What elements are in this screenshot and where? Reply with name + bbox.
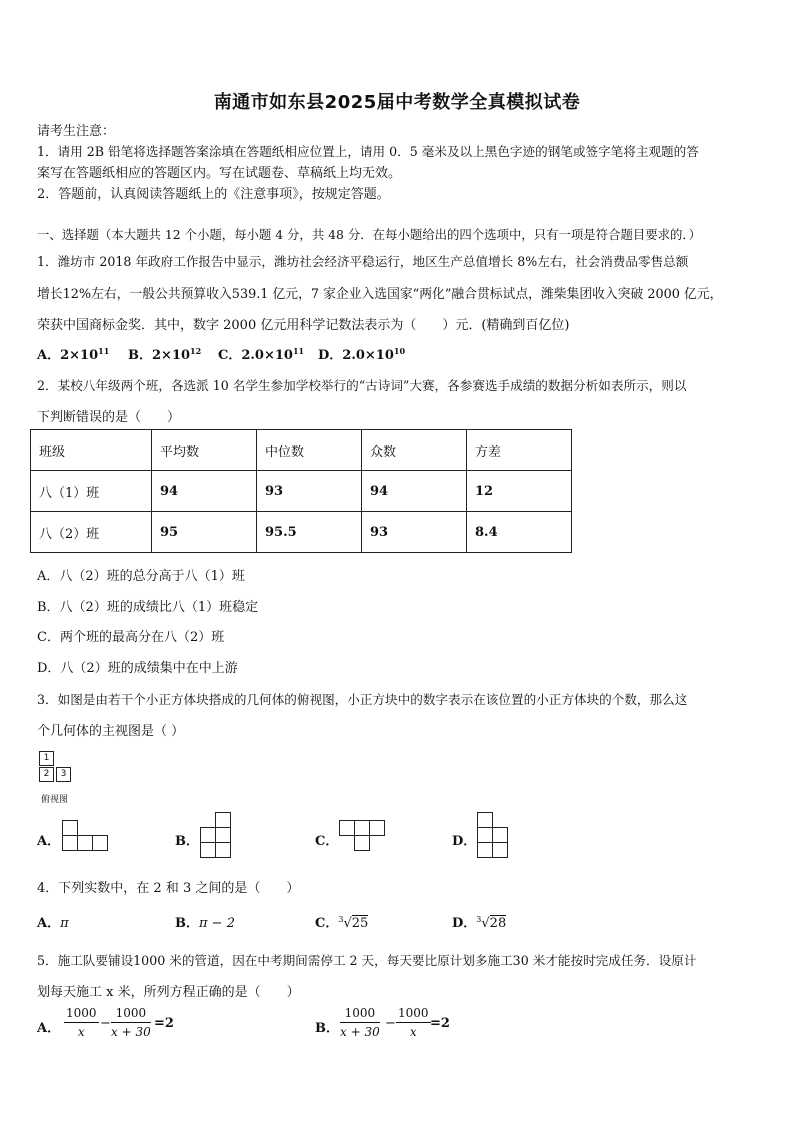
- option-expression: π − 2: [199, 916, 235, 931]
- shape-cell: [62, 835, 78, 851]
- q3-option-d-label: D．: [452, 834, 477, 849]
- fraction: [340, 1006, 380, 1039]
- q5-option-a-label: A．: [37, 1021, 61, 1036]
- fraction: [64, 1006, 99, 1039]
- shape-cell: [92, 835, 108, 851]
- option-label: B．: [128, 348, 152, 363]
- equation-rhs: =2: [430, 1016, 450, 1031]
- q5-line-2: 划每天施工 x 米，所列方程正确的是（ ）: [37, 985, 300, 1000]
- option-exponent: 11: [98, 346, 110, 356]
- numerator: 1000: [64, 1006, 99, 1023]
- table-cell: 95: [152, 512, 257, 553]
- numerator: 1000: [111, 1006, 151, 1023]
- q1-line-3: 荣获中国商标金奖．其中，数字 2000 亿元用科学记数法表示为（ ）元．(精确到百亿位): [37, 318, 570, 333]
- shape-cell: [77, 835, 93, 851]
- numerator: 1000: [340, 1006, 380, 1023]
- top-view-cell: 3: [56, 767, 71, 782]
- top-view-caption: 俯视图: [41, 795, 69, 805]
- option-label: A．: [37, 916, 61, 931]
- q2-option-c: C．两个班的最高分在八（2）班: [37, 630, 225, 645]
- shape-cell: [215, 827, 231, 843]
- q3-option-b-label: B．: [175, 834, 199, 849]
- option-base: 2×10: [60, 348, 99, 363]
- q3-option-a-label: A．: [37, 834, 61, 849]
- table-row: [31, 512, 572, 553]
- q2-line-1: 2．某校八年级两个班，各选派 10 名学生参加学校举行的“古诗词”大赛，各参赛选手成绩的数据分析如表所示，则以: [37, 378, 687, 393]
- q2-option-b: B．八（2）班的成绩比八（1）班稳定: [37, 600, 259, 615]
- table-cell: 93: [362, 512, 467, 553]
- section-heading: 一、选择题（本大题共 12 个小题，每小题 4 分，共 48 分．在每小题给出的四个选项中，只有一项是符合题目要求的．）: [37, 227, 701, 242]
- option-exponent: 12: [190, 346, 202, 356]
- table-header-cell: 中位数: [257, 430, 362, 471]
- denominator: x: [77, 1025, 85, 1039]
- option-label: D．: [318, 348, 343, 363]
- q5-line-1: 5．施工队要铺设1000 米的管道，因在中考期间需停工 2 天，每天要比原计划多施工30 米才能按时完成任务．设原计: [37, 953, 697, 968]
- fraction: [111, 1006, 151, 1039]
- notice-item-2: 2．答题前，认真阅读答题纸上的《注意事项》，按规定答题。: [37, 187, 390, 202]
- table-cell: 95.5: [257, 512, 362, 553]
- q1-option-d: [318, 344, 405, 363]
- q1-option-c: [218, 344, 304, 363]
- q1-option-b: [128, 344, 201, 363]
- q2-stats-table: [30, 429, 572, 553]
- table-cell: 八（2）班: [31, 512, 152, 553]
- q2-option-a: A．八（2）班的总分高于八（1）班: [37, 569, 245, 584]
- radical-sign-icon: √: [343, 916, 352, 931]
- radicand: 25: [351, 916, 369, 931]
- q1-line-2: 增长12%左右，一般公共预算收入539.1 亿元，7 家企业入选国家“两化”融合贯标试点，潍柴集团收入突破 2000 亿元，: [37, 287, 723, 302]
- option-exponent: 10: [393, 346, 406, 356]
- option-label: C．: [218, 348, 242, 363]
- shape-cell: [477, 842, 493, 858]
- q3-option-c-label: C．: [315, 834, 339, 849]
- option-base: 2.0×10: [241, 348, 293, 363]
- q3-line-2: 个几何体的主视图是（ ）: [37, 724, 185, 739]
- shape-cell: [354, 820, 370, 836]
- option-label: B．: [175, 916, 199, 931]
- table-cell: 8.4: [467, 512, 572, 553]
- option-label: C．: [315, 916, 339, 931]
- q2-option-d: D．八（2）班的成绩集中在中上游: [37, 661, 238, 676]
- shape-cell: [62, 820, 78, 836]
- option-label: A．: [37, 348, 61, 363]
- minus-sign: −: [385, 1016, 396, 1031]
- q3-top-view-figure: [39, 751, 79, 787]
- table-header-row: [31, 430, 572, 471]
- numerator: 1000: [396, 1006, 431, 1023]
- option-label: D．: [452, 916, 477, 931]
- table-cell: 93: [257, 471, 362, 512]
- q4-option-a: [37, 912, 69, 931]
- table-cell: 94: [152, 471, 257, 512]
- q4-option-c: [315, 912, 368, 931]
- shape-cell: [354, 835, 370, 851]
- table-header-cell: 方差: [467, 430, 572, 471]
- table-header-cell: 班级: [31, 430, 152, 471]
- q1-line-1: 1．潍坊市 2018 年政府工作报告中显示，潍坊社会经济平稳运行，地区生产总值增长 8%左右，社会消费品零售总额: [37, 254, 689, 269]
- fraction: [396, 1006, 431, 1039]
- q5-option-b-label: B．: [315, 1021, 339, 1036]
- notice-item-1-line-1: 1．请用 2B 铅笔将选择题答案涂填在答题纸相应位置上，请用 0．5 毫米及以上黑色字迹的钢笔或签字笔将主观题的答: [37, 144, 699, 159]
- q3-line-1: 3．如图是由若干个小正方体块搭成的几何体的俯视图，小正方块中的数字表示在该位置的小正方体块的个数，那么这: [37, 692, 688, 707]
- table-cell: 94: [362, 471, 467, 512]
- radical-sign-icon: √: [481, 916, 490, 931]
- root-index: 3: [338, 915, 344, 924]
- shape-cell: [477, 812, 493, 828]
- shape-cell: [492, 827, 508, 843]
- root-index: 3: [476, 915, 482, 924]
- denominator: x + 30: [340, 1025, 380, 1039]
- top-view-cell: 1: [39, 751, 54, 766]
- option-base: 2×10: [152, 348, 191, 363]
- q4-option-b: [175, 912, 235, 931]
- table-row: [31, 471, 572, 512]
- option-exponent: 11: [292, 346, 305, 356]
- table-cell: 八（1）班: [31, 471, 152, 512]
- q2-line-2: 下判断错误的是（ ）: [37, 410, 181, 425]
- table-cell: 12: [467, 471, 572, 512]
- option-expression: π: [60, 916, 69, 931]
- table-header-cell: 众数: [362, 430, 467, 471]
- equation-rhs: =2: [154, 1016, 174, 1031]
- q4-option-d: [452, 912, 506, 931]
- table-header-cell: 平均数: [152, 430, 257, 471]
- denominator: x + 30: [111, 1025, 151, 1039]
- radicand: 28: [489, 916, 507, 931]
- q1-option-a: [37, 344, 109, 363]
- notice-heading: 请考生注意：: [37, 124, 116, 139]
- shape-cell: [369, 820, 385, 836]
- q4-stem: 4．下列实数中，在 2 和 3 之间的是（ ）: [37, 881, 300, 896]
- page-title: 南通市如东县2025届中考数学全真模拟试卷: [213, 92, 581, 113]
- denominator: x: [409, 1025, 417, 1039]
- top-view-cell: 2: [39, 767, 54, 782]
- shape-cell: [339, 820, 355, 836]
- shape-cell: [477, 827, 493, 843]
- shape-cell: [492, 842, 508, 858]
- option-base: 2.0×10: [342, 348, 394, 363]
- shape-cell: [215, 842, 231, 858]
- notice-item-1-line-2: 案写在答题纸相应的答题区内。写在试题卷、草稿纸上均无效。: [37, 166, 402, 181]
- minus-sign: −: [100, 1016, 111, 1031]
- shape-cell: [200, 827, 216, 843]
- shape-cell: [215, 812, 231, 828]
- shape-cell: [200, 842, 216, 858]
